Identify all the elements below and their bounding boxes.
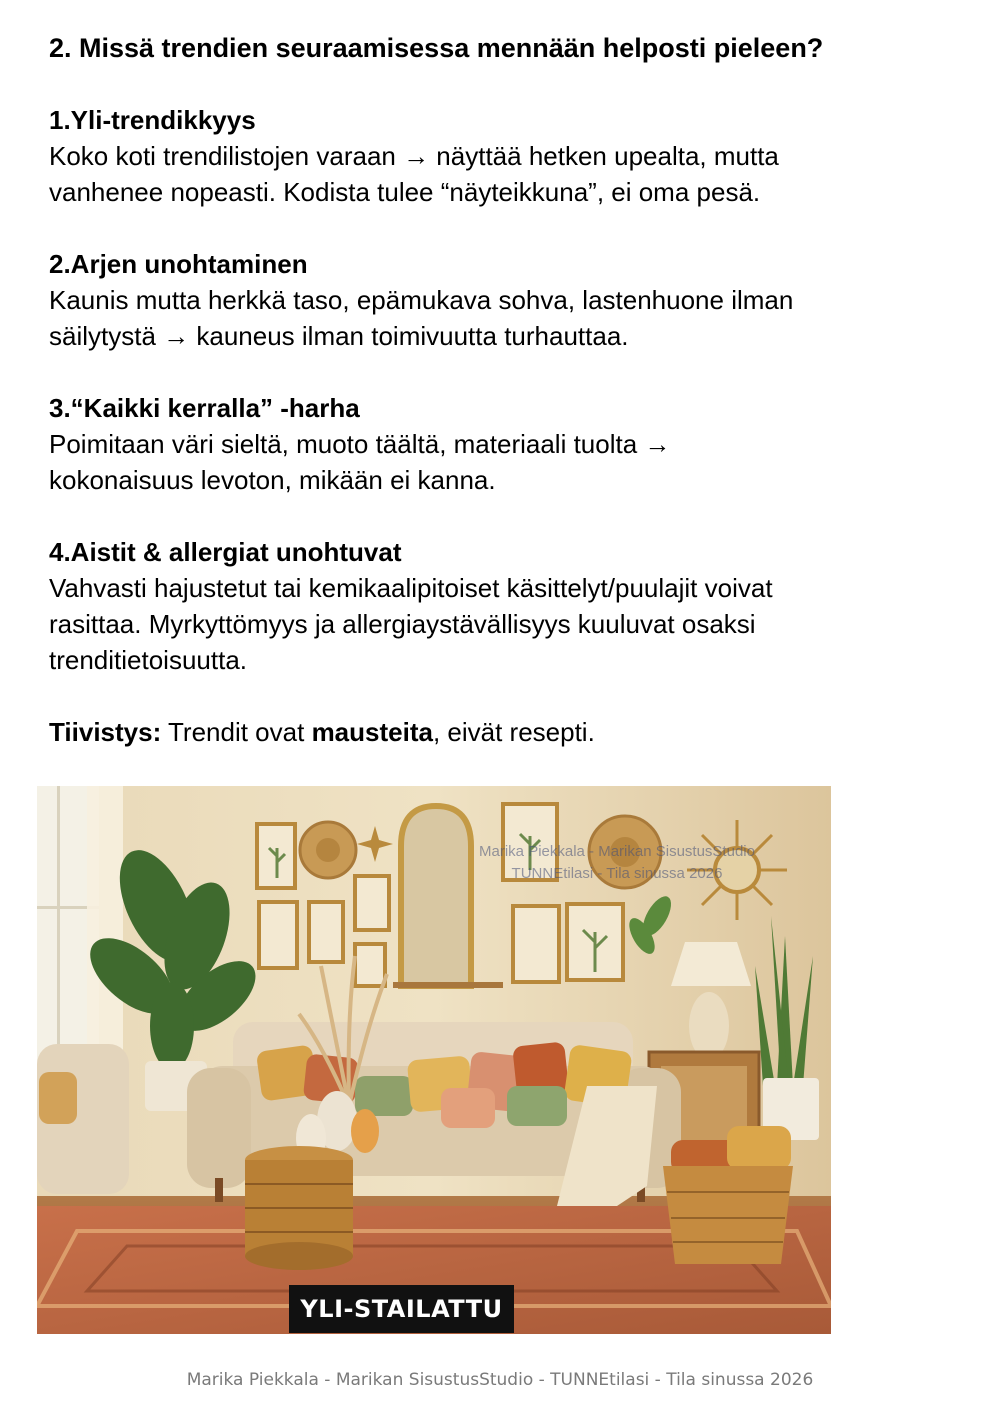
summary-text-end: , eivät resepti. — [432, 717, 595, 747]
photo-watermark — [432, 841, 802, 885]
section-text-line: trenditietoisuutta. — [49, 645, 248, 675]
living-room-photo — [37, 786, 831, 1334]
section-text-line: rasittaa. Myrkyttömyys ja allergiaystävällisyys kuuluvat osaksi — [49, 609, 756, 639]
vase — [351, 1109, 379, 1153]
wicker-coffee-table — [245, 1146, 353, 1270]
section-text-line: kokonaisuus levoton, mikään ei kanna. — [49, 465, 496, 495]
photo-caption: YLI-STAILATTU — [289, 1285, 514, 1333]
section-title: 4.Aistit & allergiat unohtuvat — [49, 537, 402, 567]
section-text-line: Kaunis mutta herkkä taso, epämukava sohva, lastenhuone ilman — [49, 285, 794, 315]
summary-text: Trendit ovat — [161, 717, 312, 747]
section-text-line: Poimitaan väri sieltä, muoto täältä, materiaali tuolta → — [49, 429, 671, 459]
section-text-line: Vahvasti hajustetut tai kemikaalipitoiset käsittelyt/puulajit voivat — [49, 573, 773, 603]
armchair — [37, 1044, 129, 1194]
page-footer: Marika Piekkala - Marikan SisustusStudio - TUNNEtilasi - Tila sinussa 2026 — [186, 1370, 814, 1390]
section-text-line: Koko koti trendilistojen varaan → näyttää hetken upealta, mutta — [49, 141, 779, 171]
summary-label: Tiivistys: — [49, 717, 162, 747]
section-text-line: säilytystä → kauneus ilman toimivuutta turhauttaa. — [49, 321, 629, 351]
lamp-base — [689, 992, 729, 1060]
section-yli-trendikkyys — [49, 102, 949, 210]
summary — [49, 714, 949, 750]
section-title: 1.Yli-trendikkyys — [49, 105, 256, 135]
page-heading: 2. Missä trendien seuraamisessa mennään helposti pieleen? — [49, 33, 824, 63]
wicker-basket — [663, 1126, 793, 1264]
section-text-line: vanhenee nopeasti. Kodista tulee “näyteikkuna”, ei oma pesä. — [49, 177, 761, 207]
section-kaikki-kerralla — [49, 390, 949, 498]
section-aistit-allergiat — [49, 534, 949, 678]
summary-emphasis: mausteita — [311, 717, 433, 747]
document-body — [49, 30, 949, 750]
section-title: 2.Arjen unohtaminen — [49, 249, 308, 279]
arched-mirror — [401, 806, 471, 986]
watermark-line: TUNNEtilasi - Tila sinussa 2026 — [511, 865, 723, 882]
section-title: 3.“Kaikki kerralla” -harha — [49, 393, 360, 423]
watermark-line: Marika Piekkala - Marikan SisustusStudio — [479, 843, 755, 860]
wall-shelf — [393, 982, 503, 988]
section-arjen-unohtaminen — [49, 246, 949, 354]
lamp-shade — [671, 942, 751, 986]
